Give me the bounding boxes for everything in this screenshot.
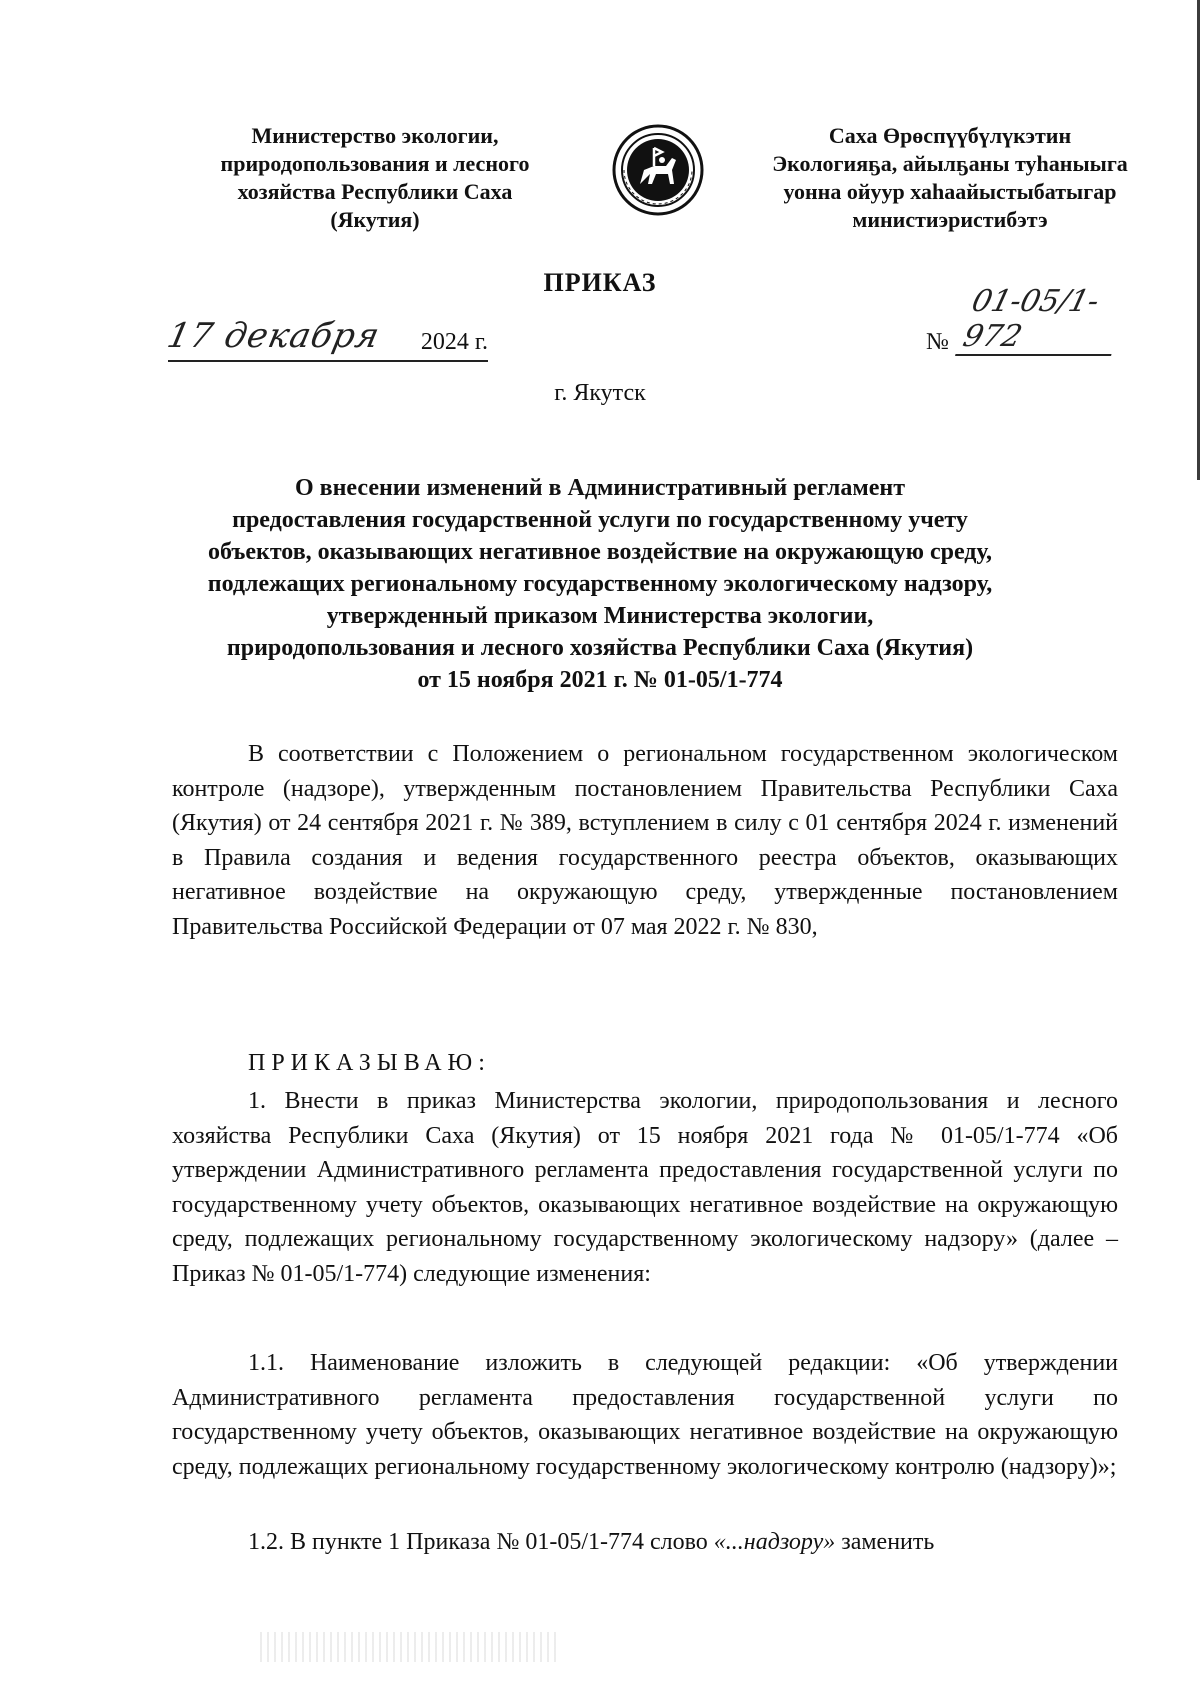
order-date — [163, 316, 488, 362]
header-left-line: хозяйства Республики Саха — [237, 179, 513, 204]
subject-line: подлежащих региональному государственному экологическому надзору, — [207, 571, 993, 597]
header-left-line: природопользования и лесного — [220, 151, 530, 176]
order-subject — [160, 472, 1040, 696]
header-left-line: Министерство экологии, — [251, 123, 499, 148]
ministry-name-yakut — [730, 122, 1170, 234]
subject-line: природопользования и лесного хозяйства Республики Саха (Якутия) — [226, 635, 974, 661]
handwritten-number: 01-05/1-972 — [955, 284, 1129, 356]
header-right-line: Саха Өрөспүүбүлүкэтин — [828, 123, 1072, 148]
order-number — [920, 284, 1120, 360]
item-1-paragraph: 1. Внести в приказ Министерства экологии, природопользования и лесного хозяйства Республики Саха (Якутия) от 15 ноября 2021 года № 01-05/1-774 «Об утверждении Административного регламента предоставления государственной услуги по государственному учету объектов, оказывающих негативное воздействие на окружающую среду, подлежащих региональному государственному экологическому надзору» (далее – Приказ № 01-05/1-774) следующие изменения: — [172, 1088, 1118, 1287]
preamble-paragraph: В соответствии с Положением о региональном государственном экологическом контроле (надзоре), утвержденным постановлением Правительства Республики Саха (Якутия) от 24 сентября 2021 г. № 389, вступлением в силу с 01 сентября 2024 г. изменений в Правила создания и ведения государственного реестра объектов, оказывающих негативное воздействие на окружающую среду, утвержденные постановлением Правительства Российской Федерации от 07 мая 2022 г. № 830, — [172, 741, 1118, 940]
item-1-2-paragraph — [172, 1525, 1118, 1560]
subject-line: от 15 ноября 2021 г. № 01-05/1-774 — [417, 667, 783, 693]
header-right-line: Экологияҕа, айылҕаны туһаныыга — [772, 151, 1128, 176]
document-type-title: ПРИКАЗ — [543, 268, 657, 297]
handwritten-date: 17 декабря — [163, 316, 384, 356]
item-1-1-paragraph: 1.1. Наименование изложить в следующей редакции: «Об утверждении Административного регламента предоставления государственной услуги по государственному учету объектов, оказывающих негативное воздействие на окружающую среду, подлежащих региональному государственному экологическому контролю (надзору)»; — [172, 1350, 1118, 1480]
number-sign: № — [926, 329, 949, 355]
item-1-2-start: 1.2. В пункте 1 Приказа № 01-05/1-774 слово — [248, 1529, 714, 1555]
order-directive-word: ПРИКАЗЫВАЮ: — [248, 1050, 491, 1076]
subject-line: О внесении изменений в Административный регламент — [294, 475, 906, 501]
subject-line: объектов, оказывающих негативное воздействие на окружающую среду, — [207, 539, 993, 565]
header-right-line: уонна ойуур хаһаайыстыбатыгар — [783, 179, 1117, 204]
scan-artifact — [260, 1632, 560, 1662]
header-right-line: министиэристибэтэ — [852, 207, 1048, 232]
date-year: 2024 г. — [420, 329, 488, 355]
coat-of-arms-icon — [610, 122, 706, 218]
header-left-line: (Якутия) — [330, 207, 420, 232]
item-1-2-quote: «...надзору» — [713, 1529, 836, 1555]
city-name: г. Якутск — [554, 380, 646, 406]
ministry-name-russian — [185, 122, 565, 234]
subject-line: утвержденный приказом Министерства экологии, — [326, 603, 874, 629]
subject-line: предоставления государственной услуги по государственному учету — [232, 507, 968, 533]
item-1-2-end: заменить — [835, 1529, 935, 1555]
